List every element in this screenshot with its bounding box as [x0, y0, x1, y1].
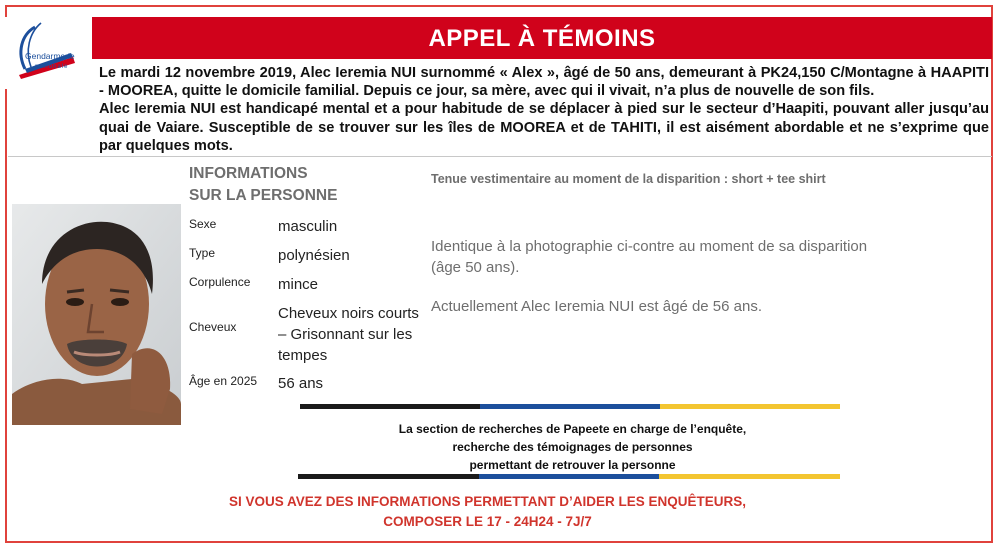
field-label-sexe: Sexe	[189, 217, 217, 231]
investigation-line-2: recherche des témoignages de personnes	[452, 440, 693, 454]
stripe-blue	[479, 474, 660, 479]
field-value-cheveux: Cheveux noirs courts – Grisonnant sur les tempes	[278, 305, 419, 364]
field-label-corpulence: Corpulence	[189, 275, 251, 289]
field-label-cheveux: Cheveux	[189, 320, 237, 334]
field-value-corpulence: mince	[278, 276, 319, 293]
cta-line-2: COMPOSER LE 17 - 24H24 - 7J/7	[383, 514, 592, 529]
color-stripe-top	[300, 404, 840, 409]
gendarmerie-logo	[5, 17, 87, 89]
stripe-black	[298, 474, 479, 479]
section-divider	[8, 156, 992, 157]
field-label-type: Type	[189, 246, 216, 260]
clothing-description: Tenue vestimentaire au moment de la disparition : short + tee shirt	[431, 172, 826, 186]
investigation-notice	[300, 420, 845, 474]
stripe-yellow	[659, 474, 840, 479]
cta-line-1: SI VOUS AVEZ DES INFORMATIONS PERMETTANT D’AIDER LES ENQUÊTEURS,	[228, 494, 747, 509]
stripe-blue	[480, 404, 660, 409]
intro-paragraph-1: Le mardi 12 novembre 2019, Alec Ieremia NUI surnommé « Alex », âgé de 50 ans, demeurant à PK24,150 C/Montagne à HAAPITI - MOOREA, quitte le domicile familial. Depuis ce jour, sa mère, avec qui il vivait, n’a plus de nouvelle de son fils.	[99, 65, 989, 100]
logo-text-nationale: nationale	[35, 64, 69, 70]
investigation-line-3: permettant de retrouver la personne	[469, 458, 676, 472]
info-heading-line-2: SUR LA PERSONNE	[189, 187, 338, 204]
info-heading-line-1: INFORMATIONS	[189, 165, 308, 182]
logo-text-gendarmerie: Gendarmerie	[25, 51, 75, 61]
missing-person-photo	[12, 204, 181, 425]
field-label-age: Âge en 2025	[189, 374, 258, 388]
field-value-type: polynésien	[278, 247, 350, 264]
field-value-age: 56 ans	[278, 375, 324, 392]
investigation-line-1: La section de recherches de Papeete en charge de l’enquête,	[398, 422, 747, 436]
info-heading	[189, 163, 337, 207]
color-stripe-bottom	[298, 474, 840, 479]
stripe-black	[300, 404, 480, 409]
call-to-action	[100, 492, 875, 532]
stripe-yellow	[660, 404, 840, 409]
current-age-note: Actuellement Alec Ieremia NUI est âgé de 56 ans.	[431, 298, 763, 315]
intro-text	[99, 64, 989, 155]
photo-note: Identique à la photographie ci-contre au moment de sa disparition (âge 50 ans).	[431, 238, 868, 276]
field-value-sexe: masculin	[278, 218, 338, 235]
page-title: APPEL À TÉMOINS	[92, 17, 992, 59]
intro-paragraph-2: Alec Ieremia NUI est handicapé mental et a pour habitude de se déplacer à pied sur le secteur d’Haapiti, pouvant aller jusqu’au quai de Vaiare. Susceptible de se trouver sur les îles de MOOREA et de TAHITI, il est aisément abordable et ne s’exprime que par quelques mots.	[99, 101, 989, 154]
